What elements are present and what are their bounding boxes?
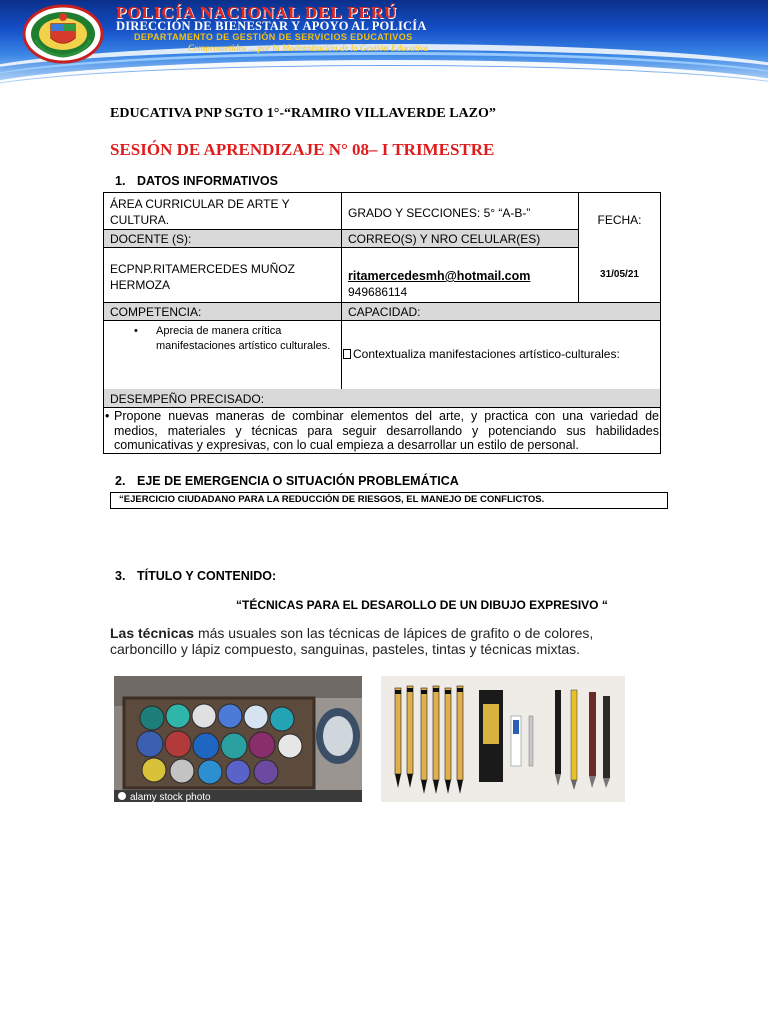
header-banner: [0, 0, 768, 84]
teacher-email[interactable]: ritamercedesmh@hotmail.com: [348, 269, 531, 283]
session-title: SESIÓN DE APRENDIZAJE N° 08– I TRIMESTRE: [110, 140, 495, 159]
intro-paragraph: [110, 625, 630, 657]
pencils-photo: [381, 676, 625, 802]
section-2-title: EJE DE EMERGENCIA O SITUACIÓN PROBLEMÁTICA: [137, 474, 459, 488]
paint-tins-photo: [114, 676, 362, 802]
emergency-statement: “EJERCICIO CIUDADANO PARA LA REDUCCIÓN DE RIESGOS, EL MANEJO DE CONFLICTOS.: [110, 492, 668, 509]
capacity-text: Contextualiza manifestaciones artístico-culturales:: [353, 347, 620, 361]
competence-text: Aprecia de manera crítica manifestaciones artístico culturales.: [156, 325, 331, 352]
bullet-icon: •: [134, 325, 138, 337]
placeholder-glyph-icon: [343, 349, 351, 359]
section-1-heading: [115, 174, 278, 188]
competence-item: [134, 324, 334, 354]
capacity-item: [343, 347, 659, 361]
teacher-name: ECPNP.RITAMERCEDES MUÑOZ HERMOZA: [110, 262, 295, 292]
banner-motto: Comprometidos ... por la Modernización de la Gestión Educativa: [188, 43, 429, 53]
school-name: EDUCATIVA PNP SGTO 1°-“RAMIRO VILLAVERDE LAZO”: [110, 106, 496, 121]
grade-label: GRADO Y SECCIONES: 5° “A-B-”: [348, 206, 531, 220]
section-1-title: DATOS INFORMATIVOS: [137, 174, 278, 188]
section-1-number: 1.: [115, 174, 126, 188]
performance-label: DESEMPEÑO PRECISADO:: [110, 392, 265, 406]
teacher-phone: 949686114: [348, 285, 408, 299]
watermark-text: alamy stock photo: [130, 792, 211, 802]
section-3-heading: [115, 569, 276, 583]
intro-text: más usuales son las técnicas de lápices de grafito o de colores, carboncillo y lápiz compuesto, sanguinas, pasteles, tintas y técnicas mixtas.: [110, 625, 594, 657]
info-table: [103, 192, 661, 454]
competence-label: COMPETENCIA:: [110, 305, 202, 319]
org-name: POLICÍA NACIONAL DEL PERÚ: [116, 3, 398, 22]
section-3-title: TÍTULO Y CONTENIDO:: [137, 569, 277, 583]
police-crest-icon: [22, 4, 104, 64]
performance-text: Propone nuevas maneras de combinar elementos del arte, y practica con una variedad de medios, materiales y técnicas para seguir desarrollando y potenciando sus habilidades comunicativas y expresivas, con lo cual empieza a desarrollar un estilo de personal.: [114, 409, 659, 452]
intro-bold: Las técnicas: [110, 625, 195, 641]
section-2-number: 2.: [115, 474, 126, 488]
department-name: DEPARTAMENTO DE GESTIÓN DE SERVICIOS EDUCATIVOS: [134, 32, 413, 42]
capacity-label: CAPACIDAD:: [348, 305, 421, 319]
date-value: 31/05/21: [600, 269, 639, 280]
area-label: ÁREA CURRICULAR DE ARTE Y CULTURA.: [110, 197, 290, 227]
content-title: “TÉCNICAS PARA EL DESAROLLO DE UN DIBUJO EXPRESIVO “: [236, 598, 608, 612]
date-label: FECHA:: [597, 213, 642, 227]
teacher-label: DOCENTE (S):: [110, 232, 192, 246]
section-3-number: 3.: [115, 569, 126, 583]
section-2-heading: [115, 474, 459, 488]
bullet-icon: •: [105, 409, 110, 423]
performance-item: [105, 409, 659, 453]
contact-label: CORREO(S) Y NRO CELULAR(ES): [348, 232, 541, 246]
directorate-name: DIRECCIÓN DE BIENESTAR Y APOYO AL POLICÍA: [116, 19, 427, 33]
